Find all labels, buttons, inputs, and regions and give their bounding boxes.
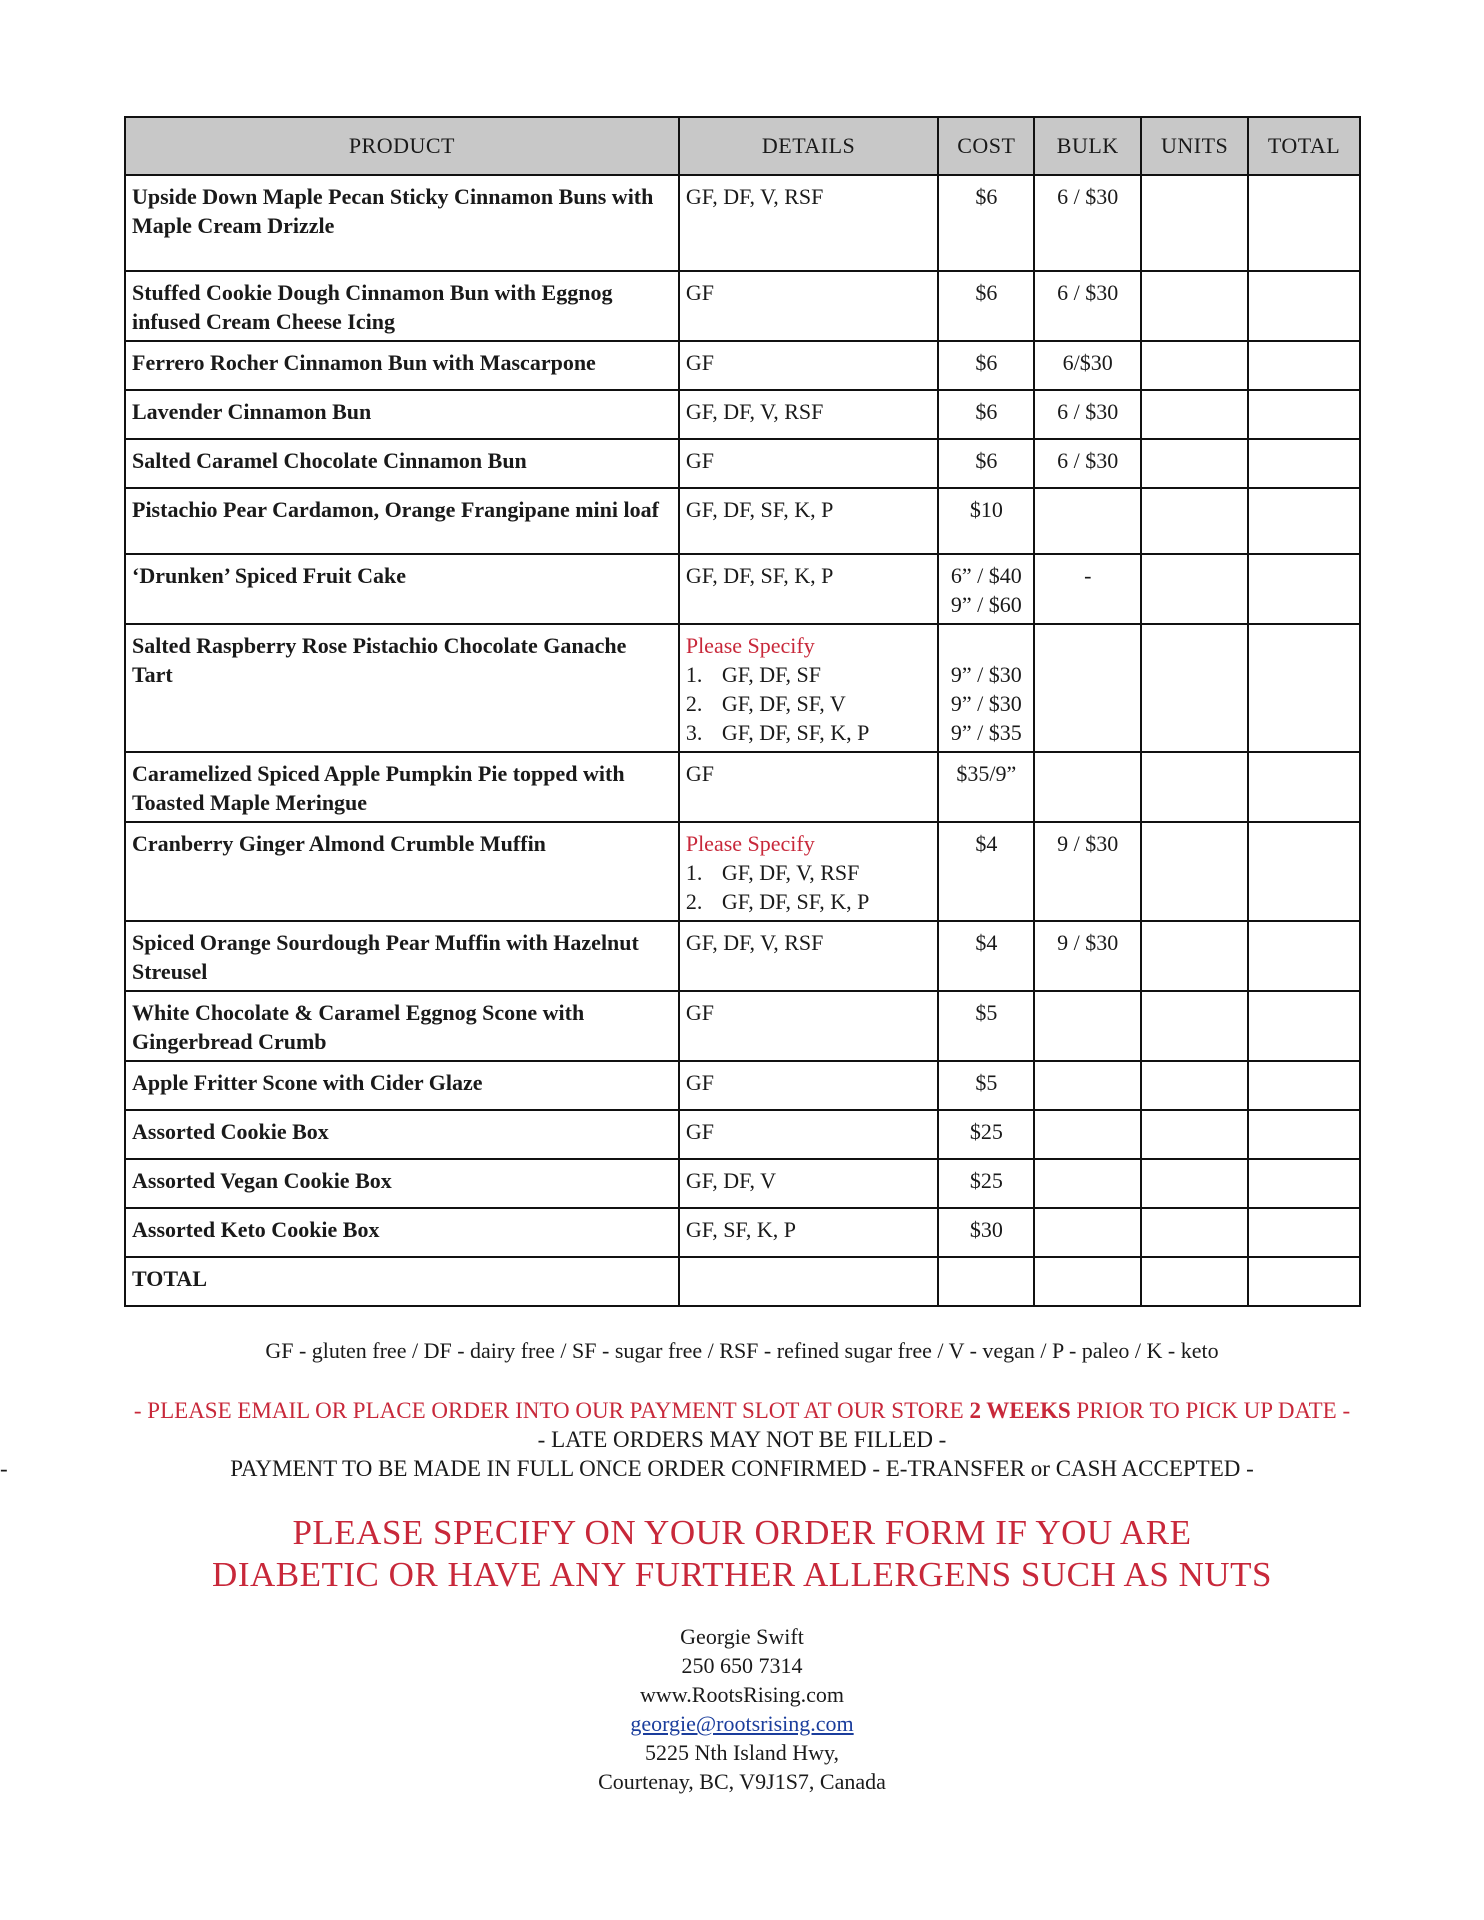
product-bulk: 6 / $30: [1034, 271, 1141, 341]
product-name: Salted Caramel Chocolate Cinnamon Bun: [125, 439, 679, 488]
total-cell[interactable]: [1248, 554, 1360, 624]
product-details: [679, 624, 939, 752]
product-cost: $4: [938, 822, 1034, 921]
stray-dash: -: [0, 1456, 8, 1481]
notice-line-email: [0, 1396, 1484, 1425]
product-bulk: 6 / $30: [1034, 439, 1141, 488]
table-header-row: [125, 117, 1360, 175]
total-details-cell: [679, 1257, 939, 1306]
notice-text: - PLEASE EMAIL OR PLACE ORDER INTO OUR PAYMENT SLOT AT OUR STORE: [133, 1398, 970, 1423]
units-cell[interactable]: [1141, 624, 1248, 752]
total-cell[interactable]: [1248, 175, 1360, 271]
product-bulk: 6/$30: [1034, 341, 1141, 390]
total-cell[interactable]: [1248, 1061, 1360, 1110]
dietary-legend: GF - gluten free / DF - dairy free / SF - sugar free / RSF - refined sugar free / V - vegan / P - paleo / K - keto: [265, 1338, 1219, 1363]
notice-line-late: - LATE ORDERS MAY NOT BE FILLED -: [537, 1427, 947, 1452]
product-name: Assorted Keto Cookie Box: [125, 1208, 679, 1257]
product-details: GF, DF, SF, K, P: [679, 554, 939, 624]
contact-address-line: Courtenay, BC, V9J1S7, Canada: [598, 1769, 886, 1794]
grand-total-cell[interactable]: [1248, 1257, 1360, 1306]
units-cell[interactable]: [1141, 341, 1248, 390]
total-cost-cell: [938, 1257, 1034, 1306]
product-cost: $5: [938, 991, 1034, 1061]
contact-phone: 250 650 7314: [681, 1653, 803, 1678]
total-cell[interactable]: [1248, 488, 1360, 554]
product-cost: $10: [938, 488, 1034, 554]
product-details: GF, DF, V, RSF: [679, 175, 939, 271]
units-cell[interactable]: [1141, 439, 1248, 488]
product-details: [679, 822, 939, 921]
product-name: Caramelized Spiced Apple Pumpkin Pie topped with Toasted Maple Meringue: [125, 752, 679, 822]
option-number: 3.: [685, 720, 703, 745]
product-name: ‘Drunken’ Spiced Fruit Cake: [125, 554, 679, 624]
product-cost: $6: [938, 390, 1034, 439]
total-cell[interactable]: [1248, 1110, 1360, 1159]
contact-website: www.RootsRising.com: [640, 1682, 844, 1707]
units-cell[interactable]: [1141, 390, 1248, 439]
header-details: DETAILS: [679, 117, 939, 175]
product-name: Salted Raspberry Rose Pistachio Chocolate Ganache Tart: [125, 624, 679, 752]
total-row: [125, 1257, 1360, 1306]
total-cell[interactable]: [1248, 341, 1360, 390]
details-option: [686, 718, 932, 747]
contact-email-link[interactable]: georgie@rootsrising.com: [630, 1711, 854, 1736]
total-cell[interactable]: [1248, 752, 1360, 822]
product-bulk: [1034, 1110, 1141, 1159]
product-details: GF, SF, K, P: [679, 1208, 939, 1257]
product-details: GF, DF, SF, K, P: [679, 488, 939, 554]
table-row: [125, 175, 1360, 271]
option-number: 1.: [685, 662, 703, 687]
option-text: GF, DF, SF, K, P: [721, 720, 870, 745]
please-specify-label: Please Specify: [685, 633, 815, 658]
units-cell[interactable]: [1141, 1159, 1248, 1208]
product-cost: $30: [938, 1208, 1034, 1257]
option-text: GF, DF, SF, K, P: [721, 889, 870, 914]
units-cell[interactable]: [1141, 488, 1248, 554]
units-cell[interactable]: [1141, 271, 1248, 341]
product-cost: $25: [938, 1110, 1034, 1159]
total-cell[interactable]: [1248, 991, 1360, 1061]
total-cell[interactable]: [1248, 1159, 1360, 1208]
option-number: 2.: [685, 889, 703, 914]
header-units: UNITS: [1141, 117, 1248, 175]
product-cost: [938, 624, 1034, 752]
option-number: 1.: [685, 860, 703, 885]
product-bulk: -: [1034, 554, 1141, 624]
table-row: [125, 624, 1360, 752]
product-name: Pistachio Pear Cardamon, Orange Frangipane mini loaf: [125, 488, 679, 554]
units-cell[interactable]: [1141, 991, 1248, 1061]
product-cost: $35/9”: [938, 752, 1034, 822]
product-cost: $4: [938, 921, 1034, 991]
details-option: [686, 858, 932, 887]
product-details: GF, DF, V, RSF: [679, 921, 939, 991]
header-bulk: BULK: [1034, 117, 1141, 175]
product-details: GF: [679, 341, 939, 390]
contact-block: [0, 1622, 1484, 1796]
table-row: [125, 271, 1360, 341]
product-cost: $6: [938, 439, 1034, 488]
product-bulk: 9 / $30: [1034, 921, 1141, 991]
notice-line-payment: PAYMENT TO BE MADE IN FULL ONCE ORDER CONFIRMED - E-TRANSFER or CASH ACCEPTED -: [230, 1456, 1254, 1481]
product-bulk: [1034, 752, 1141, 822]
product-bulk: 6 / $30: [1034, 175, 1141, 271]
product-details: GF: [679, 752, 939, 822]
order-table: [124, 116, 1361, 1307]
product-name: Upside Down Maple Pecan Sticky Cinnamon Buns with Maple Cream Drizzle: [125, 175, 679, 271]
units-cell[interactable]: [1141, 1257, 1248, 1306]
product-name: White Chocolate & Caramel Eggnog Scone with Gingerbread Crumb: [125, 991, 679, 1061]
table-row: [125, 488, 1360, 554]
product-bulk: 9 / $30: [1034, 822, 1141, 921]
cost-option: 9” / $60: [950, 592, 1022, 617]
units-cell[interactable]: [1141, 1110, 1248, 1159]
units-cell[interactable]: [1141, 175, 1248, 271]
units-cell[interactable]: [1141, 1061, 1248, 1110]
product-bulk: [1034, 624, 1141, 752]
total-bulk-cell: [1034, 1257, 1141, 1306]
product-name: Assorted Cookie Box: [125, 1110, 679, 1159]
notice-text: PRIOR TO PICK UP DATE -: [1070, 1398, 1351, 1423]
cost-option: 9” / $30: [950, 662, 1022, 687]
product-name: Apple Fritter Scone with Cider Glaze: [125, 1061, 679, 1110]
cost-option: 9” / $35: [950, 720, 1022, 745]
table-row: [125, 341, 1360, 390]
allergen-line: DIABETIC OR HAVE ANY FURTHER ALLERGENS SUCH AS NUTS: [212, 1555, 1272, 1594]
total-cell[interactable]: [1248, 439, 1360, 488]
product-details: GF: [679, 271, 939, 341]
table-row: [125, 554, 1360, 624]
total-cell[interactable]: [1248, 271, 1360, 341]
total-cell[interactable]: [1248, 624, 1360, 752]
product-bulk: [1034, 488, 1141, 554]
total-cell[interactable]: [1248, 1208, 1360, 1257]
total-cell[interactable]: [1248, 390, 1360, 439]
contact-address-line: 5225 Nth Island Hwy,: [644, 1740, 840, 1765]
table-row: [125, 752, 1360, 822]
product-name: Spiced Orange Sourdough Pear Muffin with Hazelnut Streusel: [125, 921, 679, 991]
table-row: [125, 1159, 1360, 1208]
units-cell[interactable]: [1141, 752, 1248, 822]
details-option: [686, 660, 932, 689]
total-label: TOTAL: [125, 1257, 679, 1306]
product-details: GF: [679, 1110, 939, 1159]
product-details: GF: [679, 439, 939, 488]
product-bulk: 6 / $30: [1034, 390, 1141, 439]
units-cell[interactable]: [1141, 1208, 1248, 1257]
units-cell[interactable]: [1141, 554, 1248, 624]
product-name: Stuffed Cookie Dough Cinnamon Bun with Eggnog infused Cream Cheese Icing: [125, 271, 679, 341]
table-row: [125, 991, 1360, 1061]
product-cost: $6: [938, 175, 1034, 271]
option-text: GF, DF, V, RSF: [721, 860, 860, 885]
cost-option: 9” / $30: [950, 691, 1022, 716]
cost-option: 6” / $40: [950, 563, 1022, 588]
header-product: PRODUCT: [125, 117, 679, 175]
header-total: TOTAL: [1248, 117, 1360, 175]
total-cell[interactable]: [1248, 822, 1360, 921]
contact-name: Georgie Swift: [680, 1624, 804, 1649]
product-name: Lavender Cinnamon Bun: [125, 390, 679, 439]
total-cell[interactable]: [1248, 921, 1360, 991]
order-notice: [0, 1396, 1484, 1483]
product-details: GF: [679, 991, 939, 1061]
details-option: [686, 887, 932, 916]
product-bulk: [1034, 1061, 1141, 1110]
please-specify-label: Please Specify: [685, 831, 815, 856]
product-bulk: [1034, 1208, 1141, 1257]
product-name: Assorted Vegan Cookie Box: [125, 1159, 679, 1208]
table-row: [125, 1061, 1360, 1110]
product-bulk: [1034, 991, 1141, 1061]
table-row: [125, 439, 1360, 488]
product-cost: $25: [938, 1159, 1034, 1208]
units-cell[interactable]: [1141, 921, 1248, 991]
option-number: 2.: [685, 691, 703, 716]
product-cost: $6: [938, 271, 1034, 341]
notice-bold: 2 WEEKS: [969, 1398, 1071, 1423]
allergen-warning: [0, 1512, 1484, 1596]
table-row: [125, 1110, 1360, 1159]
table-row: [125, 921, 1360, 991]
option-text: GF, DF, SF, V: [721, 691, 846, 716]
table-row: [125, 390, 1360, 439]
details-option: [686, 689, 932, 718]
table-row: [125, 822, 1360, 921]
option-text: GF, DF, SF: [721, 662, 822, 687]
product-name: Ferrero Rocher Cinnamon Bun with Mascarpone: [125, 341, 679, 390]
cost-spacer: [945, 631, 1027, 660]
product-details: GF: [679, 1061, 939, 1110]
product-cost: $5: [938, 1061, 1034, 1110]
product-name: Cranberry Ginger Almond Crumble Muffin: [125, 822, 679, 921]
product-cost: $6: [938, 341, 1034, 390]
allergen-line: PLEASE SPECIFY ON YOUR ORDER FORM IF YOU ARE: [292, 1513, 1192, 1552]
product-cost: [938, 554, 1034, 624]
product-details: GF, DF, V: [679, 1159, 939, 1208]
product-bulk: [1034, 1159, 1141, 1208]
product-details: GF, DF, V, RSF: [679, 390, 939, 439]
header-cost: COST: [938, 117, 1034, 175]
units-cell[interactable]: [1141, 822, 1248, 921]
table-row: [125, 1208, 1360, 1257]
